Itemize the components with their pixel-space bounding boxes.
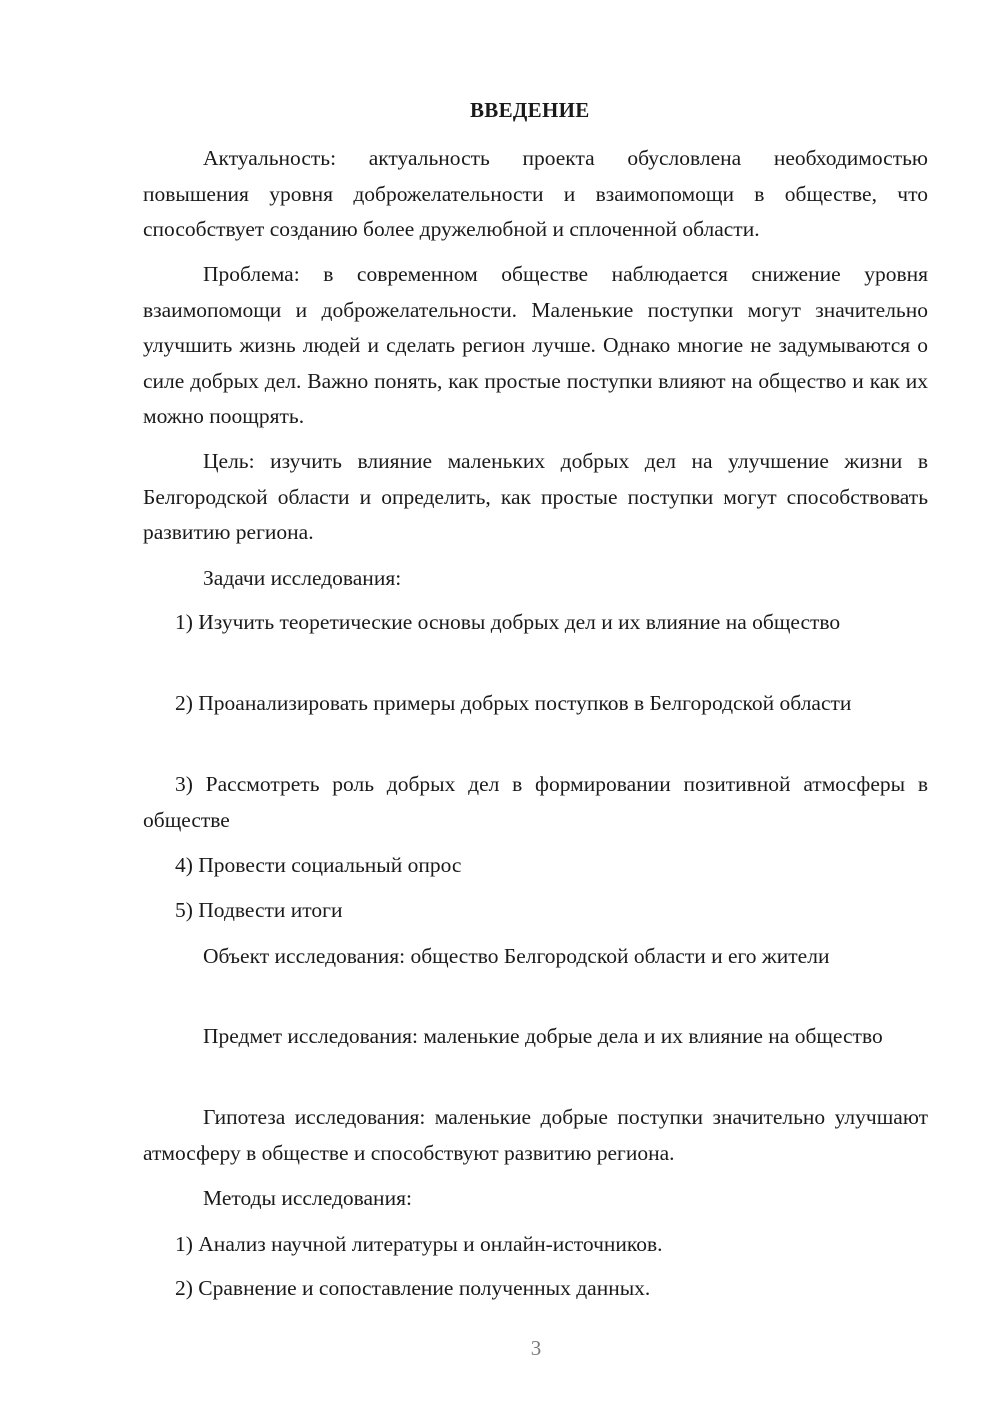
task-item-5-block: [143, 893, 928, 929]
problem-block: [143, 257, 928, 435]
methods-heading: Методы исследования:: [203, 1186, 412, 1210]
task-item-1-block: [143, 605, 928, 641]
method-item-1-block: [143, 1227, 928, 1263]
object-block: [143, 939, 928, 975]
method-item: 1) Анализ научной литературы и онлайн-источников.: [175, 1232, 663, 1256]
page-number: [0, 1336, 1000, 1361]
task-item-3-block: [143, 767, 928, 838]
relevance-block: [143, 141, 928, 248]
task-item-4-block: [143, 848, 928, 884]
subject-block: [143, 1019, 928, 1055]
methods-heading-block: [143, 1181, 928, 1217]
task-item: 5) Подвести итоги: [175, 898, 343, 922]
task-item: 1) Изучить теоретические основы добрых дел и их влияние на общество: [175, 610, 841, 634]
subject-paragraph: Предмет исследования: маленькие добрые дела и их влияние на общество: [203, 1024, 883, 1048]
page-number-text: 3: [530, 1336, 542, 1360]
method-item: 2) Сравнение и сопоставление полученных данных.: [175, 1276, 651, 1300]
task-item-2-block: [143, 686, 928, 722]
goal-paragraph: Цель: изучить влияние маленьких добрых дел на улучшение жизни в Белгородской области и определить, как простые поступки могут способствовать развитию региона.: [143, 449, 928, 544]
relevance-paragraph: Актуальность: актуальность проекта обусловлена необходимостью повышения уровня доброжелательности и взаимопомощи в обществе, что способствует созданию более дружелюбной и сплоченной области.: [143, 146, 928, 241]
problem-paragraph: Проблема: в современном обществе наблюдается снижение уровня взаимопомощи и доброжелательности. Маленькие поступки могут значительно улучшить жизнь людей и сделать регион лучше. Однако многие не задумываются о силе добрых дел. Важно понять, как простые поступки влияют на общество и как их можно поощрять.: [143, 262, 928, 428]
method-item-2-block: [143, 1271, 928, 1307]
heading-text: ВВЕДЕНИЕ: [470, 98, 590, 122]
hypothesis-block: [143, 1100, 928, 1171]
task-item: 2) Проанализировать примеры добрых поступков в Белгородской области: [175, 691, 852, 715]
tasks-heading-block: [143, 561, 928, 597]
tasks-heading: Задачи исследования:: [203, 566, 402, 590]
hypothesis-paragraph: Гипотеза исследования: маленькие добрые поступки значительно улучшают атмосферу в обществе и способствуют развитию региона.: [143, 1105, 928, 1165]
task-item: 3) Рассмотреть роль добрых дел в формировании позитивной атмосферы в обществе: [143, 772, 928, 832]
task-item: 4) Провести социальный опрос: [175, 853, 462, 877]
object-paragraph: Объект исследования: общество Белгородской области и его жители: [203, 944, 830, 968]
goal-block: [143, 444, 928, 551]
